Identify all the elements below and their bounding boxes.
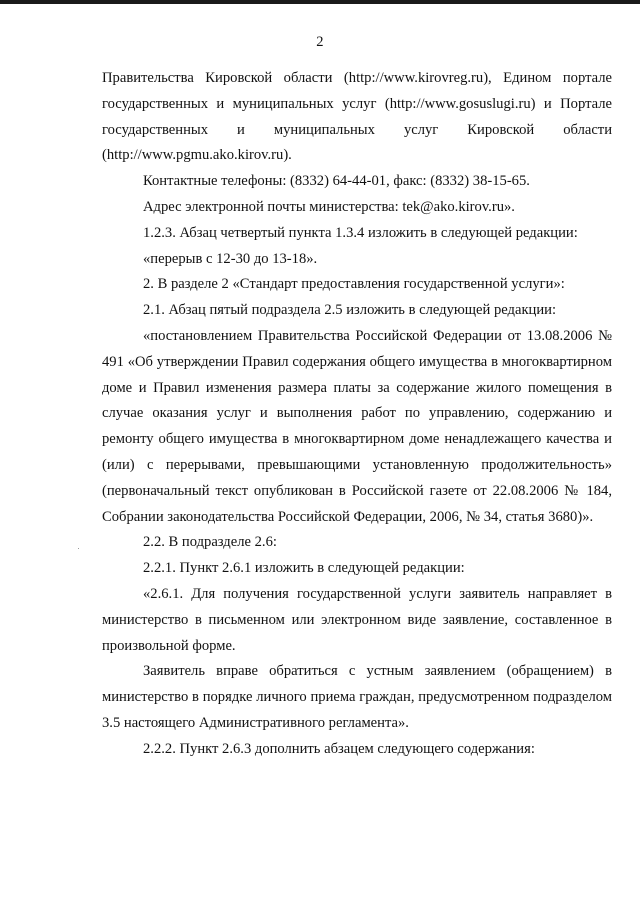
paragraph-2-2-1: 2.2.1. Пункт 2.6.1 изложить в следующей редакции: <box>143 560 465 577</box>
page-number: 2 <box>316 34 324 50</box>
paragraph-phones: Контактные телефоны: (8332) 64-44-01, факс: (8332) 38-15-65. <box>143 173 530 190</box>
paragraph-2-2-2: 2.2.2. Пункт 2.6.3 дополнить абзацем следующего содержания: <box>143 740 535 757</box>
scan-top-edge <box>0 0 640 4</box>
paragraph-portals: Правительства Кировской области (http://www.kirovreg.ru), Едином портале государственных и муниципальных услуг (http://www.gosuslugi.ru) и Портале государственных и муниципальных услуг Кировской области (http://www.pgmu.ako.kirov.ru). <box>102 70 612 164</box>
paragraph-section-2: 2. В разделе 2 «Стандарт предоставления государственной услуги»: <box>143 276 565 293</box>
paragraph-2-2: 2.2. В подразделе 2.6: <box>143 534 277 551</box>
paragraph-government-decree: «постановлением Правительства Российской Федерации от 13.08.2006 № 491 «Об утверждении Правил содержания общего имущества в многоквартирном доме и Правил изменения размера платы за содержание жилого помещения в случае оказания услуг и выполнения работ по управлению, содержанию и ремонту общего имущества в многоквартирном доме ненадлежащего качества и (или) с перерывами, превышающими установленную продолжительность» (первоначальный текст опубликован в Российской газете от 22.08.2006 № 184, Собрании законодательства Российской Федерации, 2006, № 34, статья 3680)». <box>102 327 612 525</box>
paragraph-break-time: «перерыв с 12-30 до 13-18». <box>143 250 318 267</box>
paragraph-1-2-3: 1.2.3. Абзац четвертый пункта 1.3.4 изложить в следующей редакции: <box>143 224 578 241</box>
paragraph-2-6-1: «2.6.1. Для получения государственной услуги заявитель направляет в министерство в письменном или электронном виде заявление, составленное в произвольной форме. <box>102 585 612 654</box>
paragraph-email: Адрес электронной почты министерства: tek@ako.kirov.ru». <box>143 198 515 215</box>
document-body <box>102 66 612 763</box>
scan-speck <box>78 548 79 549</box>
paragraph-oral-request: Заявитель вправе обратиться с устным заявлением (обращением) в министерство в порядке личного приема граждан, предусмотренном подразделом 3.5 настоящего Административного регламента». <box>102 663 612 731</box>
paragraph-2-1: 2.1. Абзац пятый подраздела 2.5 изложить в следующей редакции: <box>143 302 557 319</box>
